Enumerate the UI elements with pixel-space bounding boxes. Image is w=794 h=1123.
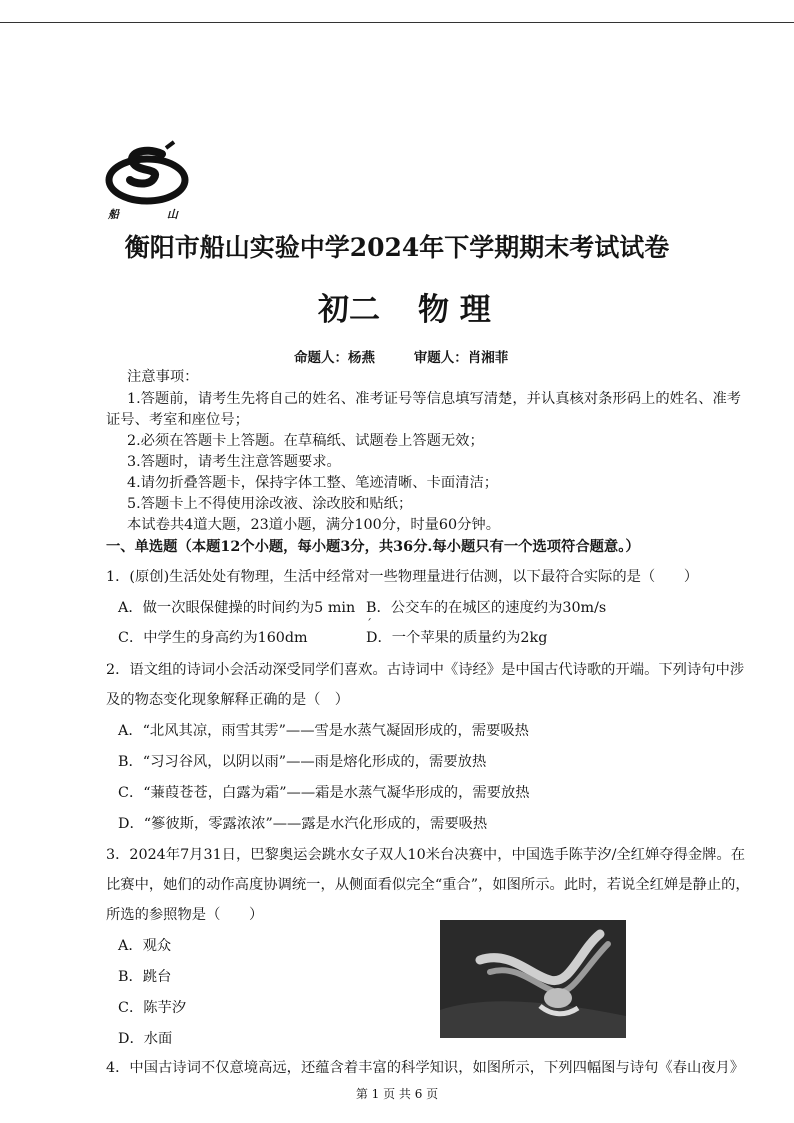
note-item-1: 1.答题前，请考生先将自己的姓名、准考证号等信息填写清楚，并认真核对条形码上的姓名、准考	[127, 391, 742, 407]
question-3-stem-cont: 比赛中，她们的动作高度协调统一，从侧面看似完全“重合”，如图所示。此时，若说全红婵是静止的，	[106, 877, 750, 893]
question-2-option-d: D．“篸彼斯，零露浓浓”——露是水汽化形成的，需要吸热	[118, 816, 488, 832]
note-item-2: 2.必须在答题卡上答题。在草稿纸、试题卷上答题无效；	[127, 433, 484, 449]
question-1-option-d: D．一个苹果的质量约为2kg	[366, 630, 548, 646]
note-item-5: 5.答题卡上不得使用涂改液、涂改胶和贴纸；	[127, 496, 413, 512]
question-2-option-c: C．“蒹葭苍苍，白露为霜”——霜是水蒸气凝华形成的，需要放热	[118, 785, 530, 801]
author-name: 命题人：杨燕	[294, 350, 375, 366]
note-item-1-cont: 证号、考室和座位号；	[106, 412, 249, 428]
question-3-stem: 3．2024年7月31日，巴黎奥运会跳水女子双人10米台决赛中，中国选手陈芋汐/全红婵夺得金牌。在	[106, 847, 746, 863]
exam-summary: 本试卷共4道大题，23道小题，满分100分，时量60分钟。	[127, 517, 501, 533]
diving-photo	[440, 920, 626, 1038]
question-3-option-c: C．陈芋汐	[118, 1000, 187, 1016]
question-1-stem: 1．(原创)生活处处有物理，生活中经常对一些物理量进行估测，以下最符合实际的是（ ）	[106, 569, 699, 585]
question-2-stem: 2．语文组的诗词小会活动深受同学们喜欢。古诗词中《诗经》是中国古代诗歌的开端。下列诗句中涉	[106, 662, 745, 678]
authors-line	[294, 346, 542, 366]
question-4-stem: 4．中国古诗词不仅意境高远，还蕴含着丰富的科学知识，如图所示，下列四幅图与诗句《春山夜月》	[106, 1060, 745, 1076]
pen-mark: ˊ	[366, 617, 372, 631]
reviewer-name: 审题人：肖湘菲	[413, 350, 509, 366]
question-2-option-b: B．“习习谷风，以阴以雨”——雨是熔化形成的，需要放热	[118, 754, 487, 770]
notes-heading: 注意事项：	[127, 369, 199, 385]
question-3-option-d: D．水面	[118, 1031, 173, 1047]
question-3-option-b: B．跳台	[118, 969, 172, 985]
top-border-line	[0, 22, 794, 23]
question-1-option-b: B．公交车的在城区的速度约为30m/s	[366, 600, 607, 616]
question-2-option-a: A．“北风其凉，雨雪其雱”——雪是水蒸气凝固形成的，需要吸热	[118, 723, 529, 739]
exam-title: 衡阳市船山实验中学2024年下学期期末考试试卷	[124, 233, 670, 262]
note-item-4: 4.请勿折叠答题卡，保持字体工整、笔迹清晰、卡面清洁；	[127, 475, 499, 491]
question-3-stem-end: 所选的参照物是（ ）	[106, 907, 264, 923]
question-1-option-c: C．中学生的身高约为160dm	[118, 630, 308, 646]
school-logo	[104, 140, 200, 224]
question-1-option-a: A．做一次眼保健操的时间约为5 min	[118, 600, 356, 616]
logo-text: 船 山	[108, 208, 200, 221]
note-item-3: 3.答题时，请考生注意答题要求。	[127, 454, 341, 470]
question-2-stem-cont: 及的物态变化现象解释正确的是（ ）	[106, 692, 350, 708]
section-1-heading: 一、单选题（本题12个小题，每小题3分，共36分.每小题只有一个选项符合题意。）	[106, 539, 640, 555]
question-3-option-a: A．观众	[118, 938, 172, 954]
page-number: 第 1 页 共 6 页	[355, 1087, 439, 1101]
grade-label: 初二	[318, 292, 380, 328]
subject-label: 物 理	[418, 292, 491, 328]
